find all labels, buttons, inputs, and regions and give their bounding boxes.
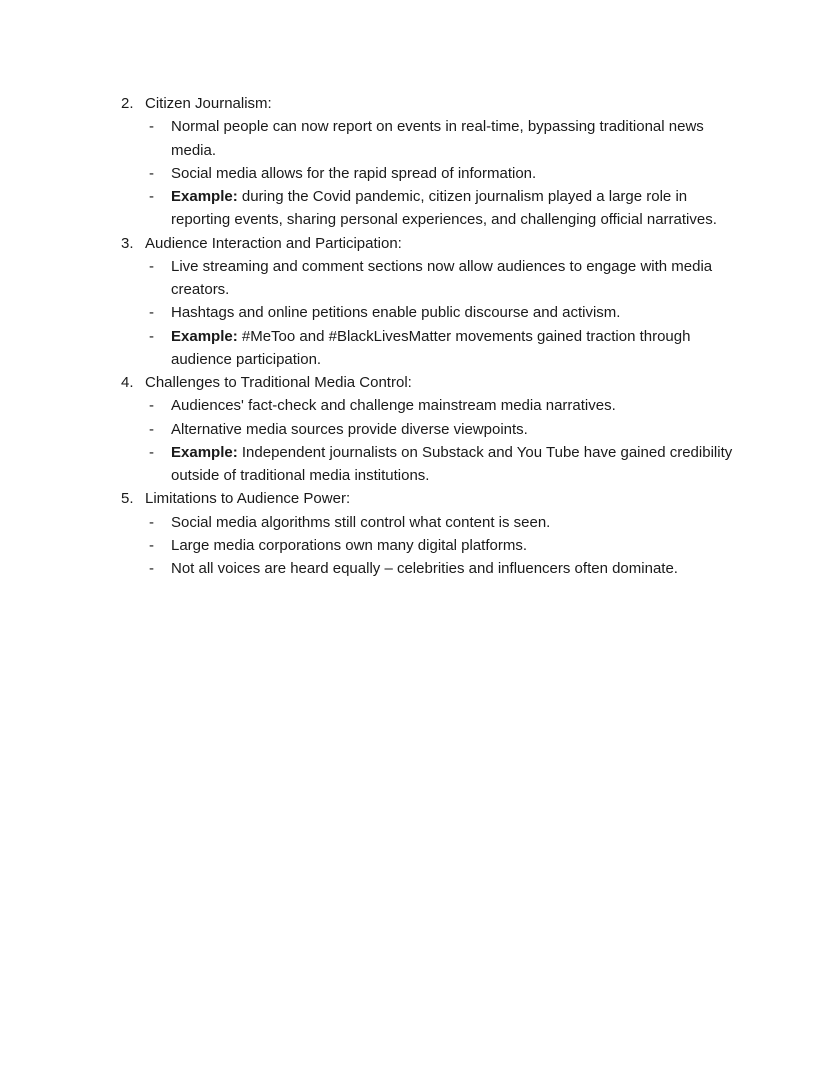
example-label: Example: — [171, 327, 238, 345]
item-heading — [0, 92, 828, 115]
bullet-text — [171, 185, 828, 232]
numbered-item-4 — [0, 371, 828, 487]
example-label: Example: — [171, 443, 238, 461]
bullet-text — [171, 162, 828, 185]
numbered-item-2 — [0, 92, 828, 232]
bullet-line-text: Independent journalists on Substack and You Tube have gained credibility — [241, 443, 733, 461]
dash-marker: - — [149, 257, 154, 275]
bullet-line: Live streaming and comment sections now allow audiences to engage with media — [171, 257, 713, 275]
bullet-item — [0, 534, 828, 557]
dash-marker: - — [149, 118, 154, 136]
dash-marker: - — [149, 397, 154, 415]
bullet-line: Normal people can now report on events in real-time, bypassing traditional news — [171, 118, 704, 136]
bullet-line: media. — [171, 141, 217, 159]
dash-marker: - — [149, 327, 154, 345]
bullet-line: audience participation. — [171, 350, 322, 368]
bullet-line: reporting events, sharing personal experiences, and challenging official narratives. — [171, 211, 717, 229]
item-heading — [0, 371, 828, 394]
item-title: Limitations to Audience Power: — [145, 490, 351, 508]
numbered-item-3 — [0, 232, 828, 372]
bullet-line: Alternative media sources provide diverse viewpoints. — [171, 420, 528, 438]
bullet-text — [171, 557, 828, 580]
dash-marker: - — [149, 443, 154, 461]
example-label: Example: — [171, 188, 238, 205]
item-number: 3. — [121, 234, 134, 252]
bullet-text — [171, 301, 828, 324]
bullet-item — [0, 557, 828, 580]
item-number: 4. — [121, 374, 134, 391]
bullet-line: outside of traditional media institutions. — [171, 467, 430, 484]
item-number: 2. — [121, 95, 134, 112]
bullet-text — [171, 255, 828, 302]
bullet-text — [171, 418, 828, 441]
item-heading — [0, 487, 828, 510]
bullet-item — [0, 418, 828, 441]
bullet-line: Audiences' fact-check and challenge mainstream media narratives. — [171, 397, 616, 415]
bullet-item — [0, 511, 828, 534]
item-title: Citizen Journalism: — [145, 95, 272, 112]
item-number: 5. — [121, 490, 134, 508]
bullet-item — [0, 162, 828, 185]
bullet-line — [171, 325, 828, 348]
item-title: Audience Interaction and Participation: — [145, 234, 402, 252]
bullet-text — [171, 115, 828, 162]
bullet-line — [171, 441, 828, 464]
bullet-text — [171, 534, 828, 557]
bullet-line — [171, 185, 828, 208]
bullet-item — [0, 325, 828, 372]
bullet-line: Social media allows for the rapid spread of information. — [171, 164, 537, 182]
dash-marker: - — [149, 536, 154, 554]
dash-marker: - — [149, 420, 154, 438]
bullet-item — [0, 185, 828, 232]
bullet-item — [0, 301, 828, 324]
bullet-line-text: during the Covid pandemic, citizen journalism played a large role in — [241, 188, 688, 205]
bullet-item — [0, 255, 828, 302]
bullet-item — [0, 115, 828, 162]
item-title: Challenges to Traditional Media Control: — [145, 374, 412, 391]
dash-marker: - — [149, 188, 154, 205]
bullet-item — [0, 441, 828, 488]
bullet-text — [171, 511, 828, 534]
bullet-text — [171, 441, 828, 488]
bullet-text — [171, 325, 828, 372]
bullet-line: Hashtags and online petitions enable public discourse and activism. — [171, 304, 621, 322]
bullet-item — [0, 394, 828, 417]
bullet-text — [171, 394, 828, 417]
bullet-line: creators. — [171, 281, 230, 298]
bullet-line: Social media algorithms still control what content is seen. — [171, 513, 551, 531]
bullet-line: Large media corporations own many digital platforms. — [171, 536, 528, 554]
document-body — [0, 92, 828, 580]
numbered-item-5 — [0, 487, 828, 580]
dash-marker: - — [149, 164, 154, 182]
bullet-line: Not all voices are heard equally – celebrities and influencers often dominate. — [171, 560, 678, 577]
dash-marker: - — [149, 560, 154, 577]
dash-marker: - — [149, 513, 154, 531]
dash-marker: - — [149, 304, 154, 322]
bullet-line-text: #MeToo and #BlackLivesMatter movements gained traction through — [241, 327, 691, 345]
item-heading — [0, 232, 828, 255]
